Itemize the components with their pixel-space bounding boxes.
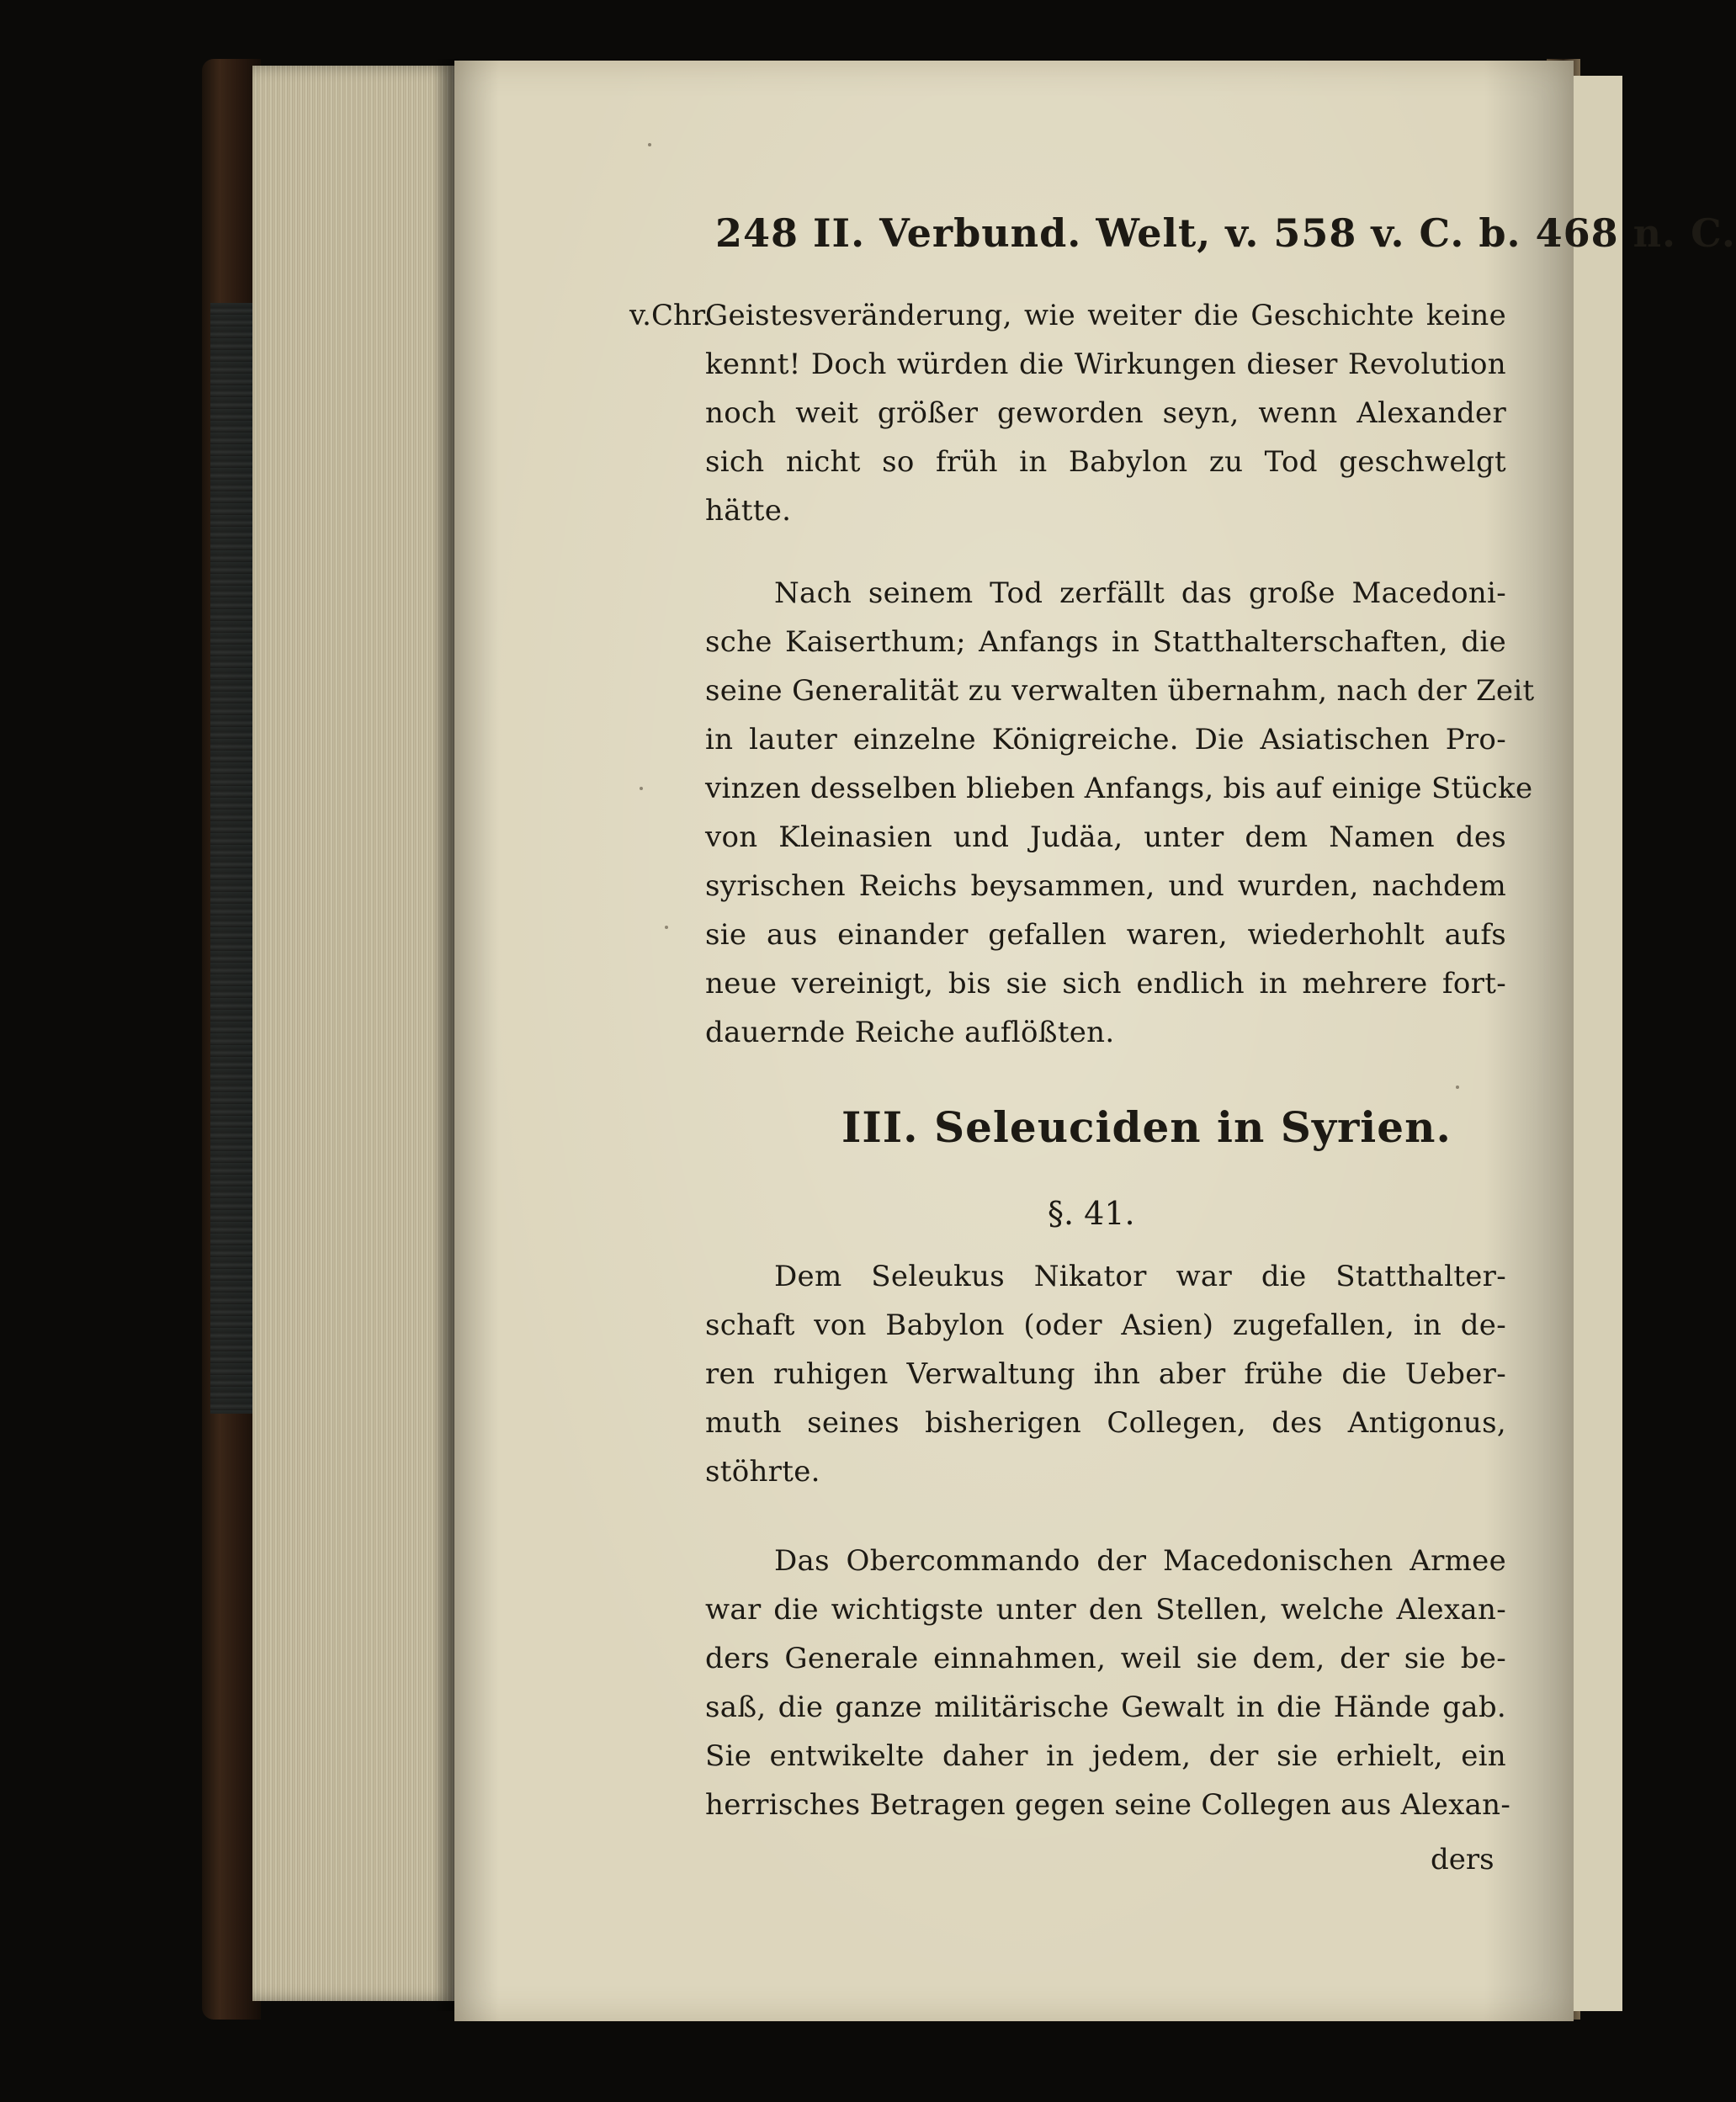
text-line: neue vereinigt, bis sie sich endlich in mehrere fort- bbox=[705, 967, 1506, 1001]
text-line: Nach seinem Tod zerfällt das große Macedoni- bbox=[774, 576, 1506, 610]
spine-marbling bbox=[210, 303, 257, 1414]
text-line: Geistesveränderung, wie weiter die Geschichte keine bbox=[705, 299, 1506, 332]
text-line: stöhrte. bbox=[705, 1455, 820, 1489]
text-line: sich nicht so früh in Babylon zu Tod geschwelgt bbox=[705, 445, 1506, 479]
catchword: ders bbox=[1431, 1843, 1494, 1876]
running-header: 248 II. Verbund. Welt, v. 558 v. C. b. 468 n. C. bbox=[715, 210, 1736, 256]
text-line: schaft von Babylon (oder Asien) zugefallen, in de- bbox=[705, 1308, 1506, 1342]
paper-speck bbox=[665, 926, 668, 929]
text-line: seine Generalität zu verwalten übernahm, nach der Zeit bbox=[705, 674, 1535, 708]
text-line: ren ruhigen Verwaltung ihn aber frühe die Ueber- bbox=[705, 1357, 1506, 1391]
text-line: Dem Seleukus Nikator war die Statthalter- bbox=[774, 1260, 1506, 1293]
text-line: syrischen Reichs beysammen, und wurden, nachdem bbox=[705, 869, 1506, 903]
text-line: muth seines bisherigen Collegen, des Antigonus, bbox=[705, 1406, 1506, 1440]
text-line: Sie entwikelte daher in jedem, der sie erhielt, ein bbox=[705, 1739, 1506, 1773]
paper-speck bbox=[640, 787, 643, 790]
text-line: herrisches Betragen gegen seine Collegen aus Alexan- bbox=[705, 1788, 1511, 1822]
paragraph-mark: §. 41. bbox=[1048, 1195, 1135, 1232]
margin-note: v.Chr. bbox=[629, 299, 712, 332]
text-line: von Kleinasien und Judäa, unter dem Namen des bbox=[705, 820, 1506, 854]
paper-speck bbox=[1456, 1086, 1459, 1089]
paper-speck bbox=[648, 143, 651, 146]
text-line: in lauter einzelne Königreiche. Die Asiatischen Pro- bbox=[705, 723, 1506, 756]
text-line: ders Generale einnahmen, weil sie dem, der sie be- bbox=[705, 1642, 1506, 1675]
text-line: hätte. bbox=[705, 494, 792, 528]
text-line: saß, die ganze militärische Gewalt in die Hände gab. bbox=[705, 1691, 1506, 1724]
text-line: kennt! Doch würden die Wirkungen dieser Revolution bbox=[705, 348, 1506, 381]
section-title: III. Seleuciden in Syrien. bbox=[841, 1102, 1452, 1152]
text-line: dauernde Reiche auflößten. bbox=[705, 1016, 1115, 1049]
text-line: sche Kaiserthum; Anfangs in Statthalterschaften, die bbox=[705, 625, 1506, 659]
facing-page-edge bbox=[1567, 76, 1622, 2011]
page-edges bbox=[252, 66, 454, 2001]
text-line: sie aus einander gefallen waren, wiederhohlt aufs bbox=[705, 918, 1506, 952]
text-line: vinzen desselben blieben Anfangs, bis auf einige Stücke bbox=[705, 772, 1533, 805]
text-line: war die wichtigste unter den Stellen, welche Alexan- bbox=[705, 1593, 1506, 1627]
text-line: Das Obercommando der Macedonischen Armee bbox=[774, 1544, 1506, 1578]
text-line: noch weit größer geworden seyn, wenn Alexander bbox=[705, 396, 1506, 430]
